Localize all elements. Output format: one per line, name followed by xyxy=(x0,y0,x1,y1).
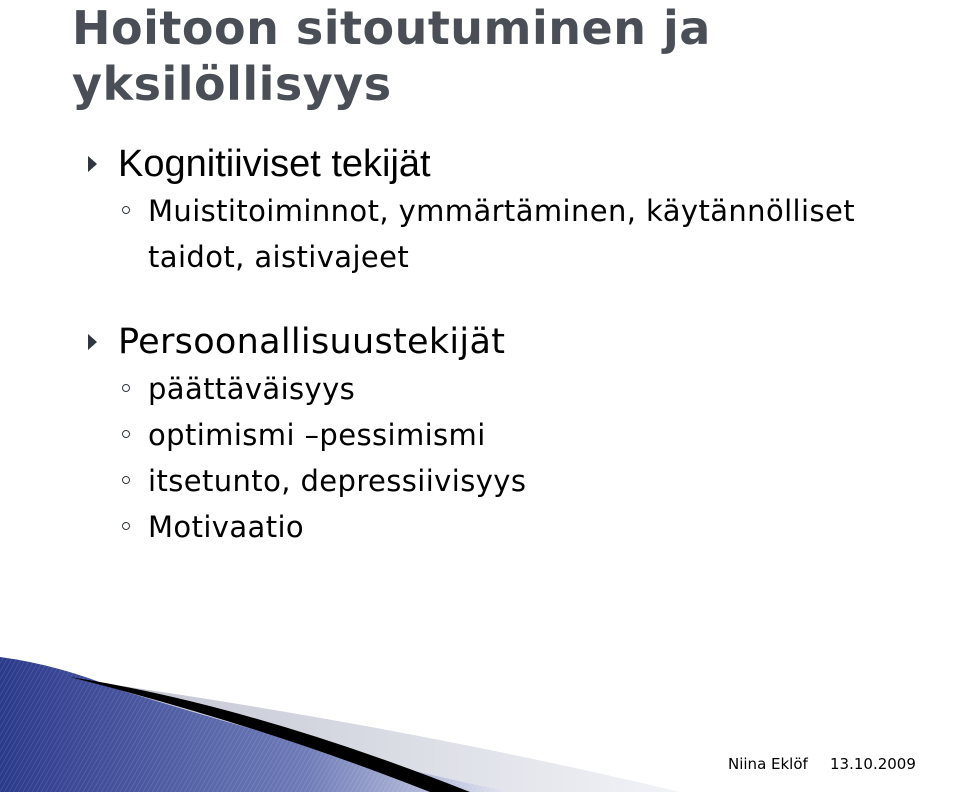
bullet-level-2 xyxy=(84,366,954,412)
ring-bullet-icon xyxy=(122,476,130,484)
section-gap xyxy=(84,280,954,318)
decorative-swoosh-band xyxy=(0,655,960,792)
bullet-level-2 xyxy=(84,412,954,458)
bullet-level-1 xyxy=(84,318,954,366)
bullet-text: optimismi –pessimismi xyxy=(148,418,486,452)
bullet-level-2 xyxy=(84,188,948,280)
ring-bullet-icon xyxy=(122,384,130,392)
section-personality xyxy=(84,318,954,550)
bullet-level-2 xyxy=(84,458,954,504)
title-line-2: yksilöllisyys xyxy=(72,57,392,111)
ring-bullet-icon xyxy=(122,206,130,214)
section-heading: Persoonallisuustekijät xyxy=(118,322,506,362)
slide-footer xyxy=(0,655,960,792)
bullet-level-1 xyxy=(84,140,954,188)
title-line-1: Hoitoon sitoutuminen ja xyxy=(72,1,711,55)
slide-body xyxy=(84,140,954,550)
footer-date: 13.10.2009 xyxy=(830,755,916,773)
bullet-text: päättäväisyys xyxy=(148,372,356,406)
ring-bullet-icon xyxy=(122,430,130,438)
bullet-level-2 xyxy=(84,504,954,550)
section-cognitive xyxy=(84,140,954,280)
bullet-text: Motivaatio xyxy=(148,510,305,544)
slide-title xyxy=(72,0,932,112)
ring-bullet-icon xyxy=(122,522,130,530)
bullet-text: itsetunto, depressiivisyys xyxy=(148,464,527,498)
triangle-bullet-icon xyxy=(88,156,97,172)
section-heading: Kognitiiviset tekijät xyxy=(118,143,431,185)
footer-author: Niina Eklöf xyxy=(728,755,808,773)
bullet-text: Muistitoiminnot, ymmärtäminen, käytännölliset taidot, aistivajeet xyxy=(148,194,855,274)
triangle-bullet-icon xyxy=(88,334,97,350)
